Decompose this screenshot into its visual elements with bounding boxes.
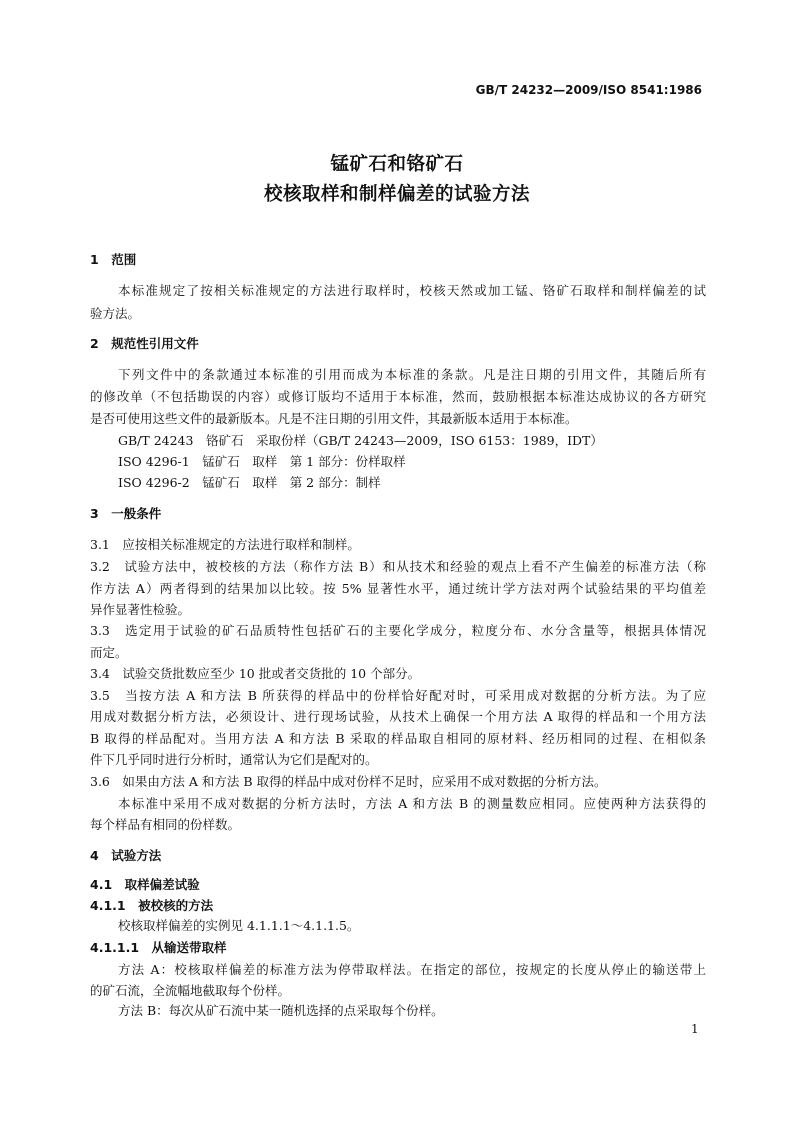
text-line: 方法 B：每次从矿石流中某一随机选择的点采取每个份样。 [118,1003,444,1018]
document-title-line1: 锰矿石和铬矿石 [330,154,464,175]
section-4-heading: 4 试验方法 [90,848,162,863]
text-line: B 取得的样品配对。当用方法 A 和方法 B 采取的样品取自相同的原材料、经历相同的过程、在相似条 [90,731,706,746]
subsection-heading: 4.1.1 被校核的方法 [90,898,214,913]
text-line: 作方法 A）两者得到的结果加以比较。按 5% 显著性水平，通过统计学方法对两个试验结果的平均值差 [90,581,706,596]
text-line: 本标准中采用不成对数据的分析方法时，方法 A 和方法 B 的测量数应相同。应使两种方法获得的 [118,796,706,811]
text-line: 件下几乎同时进行分析时，通常认为它们是配对的。 [90,752,378,767]
standard-code: GB/T 24232—2009/ISO 8541:1986 [475,83,702,97]
text-line: 3.3 选定用于试验的矿石品质特性包括矿石的主要化学成分，粒度分布、水分含量等，根据具体情况 [90,623,706,638]
reference-item: ISO 4296-2 锰矿石 取样 第 2 部分：制样 [118,475,381,490]
reference-item: GB/T 24243 铬矿石 采取份样（GB/T 24243—2009，ISO 6153：1989，IDT） [118,433,603,448]
text-line: 3.2 试验方法中，被校核的方法（称作方法 B）和从技术和经验的观点上看不产生偏差的标准方法（称 [90,559,706,574]
text-line: 的修改单（不包括勘误的内容）或修订版均不适用于本标准，然而，鼓励根据本标准达成协议的各方研究 [90,389,706,404]
page-number: 1 [691,1022,699,1036]
text-line: 验方法。 [90,306,141,321]
text-line: 每个样品有相同的份样数。 [90,817,241,832]
text-line: 的矿石流，全流幅地截取每个份样。 [90,983,291,998]
document-title-line2: 校核取样和制样偏差的试验方法 [263,184,530,205]
text-line: 本标准规定了按相关标准规定的方法进行取样时，校核天然或加工锰、铬矿石取样和制样偏差的试 [118,283,706,298]
section-1-heading: 1 范围 [90,252,137,267]
text-line: 用成对数据分析方法，必须设计、进行现场试验，从技术上确保一个用方法 A 取得的样品和一个用方法 [90,709,706,724]
section-2-heading: 2 规范性引用文件 [90,336,199,351]
text-line: 3.6 如果由方法 A 和方法 B 取得的样品中成对份样不足时，应采用不成对数据的分析方法。 [90,774,607,789]
text-line: 方法 A：校核取样偏差的标准方法为停带取样法。在指定的部位，按规定的长度从停止的输送带上 [118,962,706,977]
text-line: 是否可使用这些文件的最新版本。凡是不注日期的引用文件，其最新版本适用于本标准。 [90,411,578,426]
text-line: 3.5 当按方法 A 和方法 B 所获得的样品中的份样恰好配对时，可采用成对数据的分析方法。为了应 [90,688,706,703]
text-line: 而定。 [90,645,128,660]
text-line: 3.1 应按相关标准规定的方法进行取样和制样。 [90,537,360,552]
section-3-heading: 3 一般条件 [90,506,162,521]
text-line: 校核取样偏差的实例见 4.1.1.1～4.1.1.5。 [118,918,360,933]
subsection-heading: 4.1 取样偏差试验 [90,877,200,892]
text-line: 异作显著性检验。 [90,602,191,617]
reference-item: ISO 4296-1 锰矿石 取样 第 1 部分：份样取样 [118,454,406,469]
text-line: 3.4 试验交货批数应至少 10 批或者交货批的 10 个部分。 [90,666,421,681]
subsection-heading: 4.1.1.1 从输送带取样 [90,940,227,955]
text-line: 下列文件中的条款通过本标准的引用而成为本标准的条款。凡是注日期的引用文件，其随后所有 [118,367,706,382]
